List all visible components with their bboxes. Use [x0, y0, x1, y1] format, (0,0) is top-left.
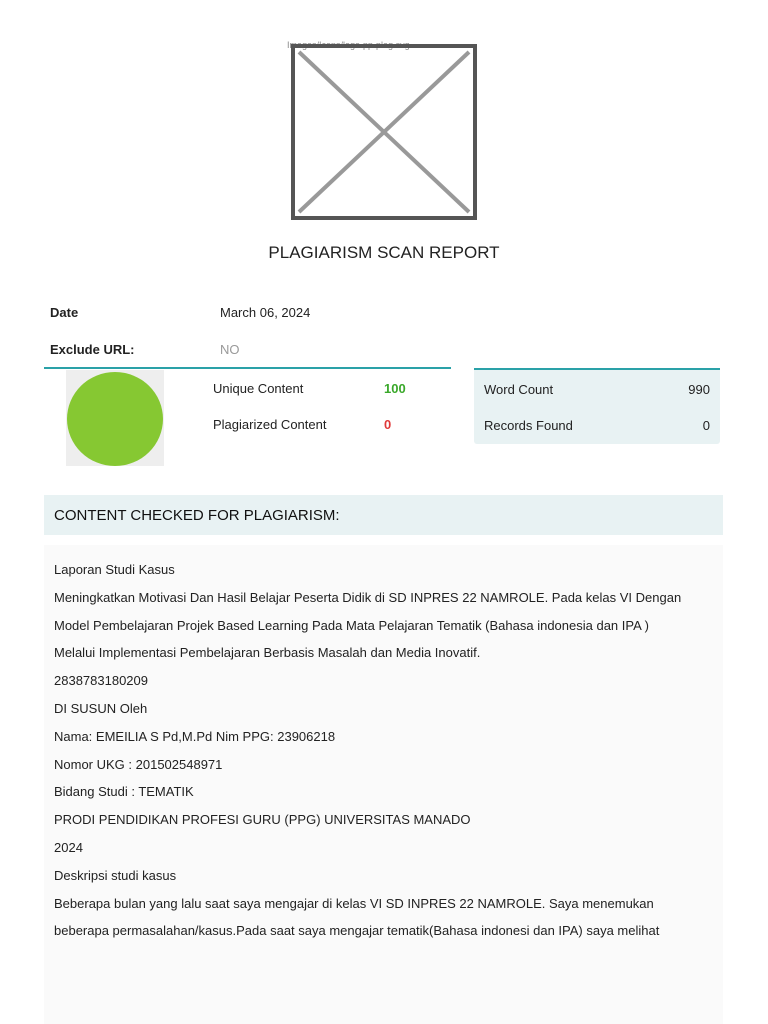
content-line: Nama: EMEILIA S Pd,M.Pd Nim PPG: 23906218	[54, 728, 336, 744]
date-value: March 06, 2024	[220, 305, 311, 320]
unique-content-label: Unique Content	[213, 381, 304, 396]
content-line: Meningkatkan Motivasi Dan Hasil Belajar Peserta Didik di SD INPRES 22 NAMROLE. Pada kelas VI Dengan	[54, 589, 682, 605]
checked-content-text	[54, 560, 719, 949]
plagiarized-content-value: 0	[384, 417, 392, 432]
content-line: 2024	[54, 839, 83, 855]
content-line: Deskripsi studi kasus	[54, 867, 177, 883]
word-count-label: Word Count	[484, 382, 554, 397]
content-line: DI SUSUN Oleh	[54, 700, 148, 716]
records-found-label: Records Found	[484, 418, 573, 433]
records-found-value: 0	[702, 418, 710, 433]
content-line: Beberapa bulan yang lalu saat saya mengajar di kelas VI SD INPRES 22 NAMROLE. Saya menemukan	[54, 895, 654, 911]
exclude-url-label: Exclude URL:	[50, 342, 135, 357]
content-section-header	[44, 495, 723, 535]
content-line: Model Pembelajaran Projek Based Learning Pada Mata Pelajaran Tematik (Bahasa indonesia dan IPA )	[54, 617, 649, 633]
unique-content-chart	[66, 370, 164, 466]
content-line: 2838783180209	[54, 673, 148, 689]
unique-content-pie	[67, 372, 163, 466]
content-line: Nomor UKG : 201502548971	[54, 756, 223, 772]
word-count-value: 990	[688, 382, 710, 397]
content-line: Bidang Studi : TEMATIK	[54, 784, 194, 800]
content-line: Laporan Studi Kasus	[54, 562, 175, 577]
date-label: Date	[50, 305, 79, 320]
checked-content-panel	[44, 545, 723, 1024]
report-title: PLAGIARISM SCAN REPORT	[268, 243, 500, 262]
unique-content-value: 100	[384, 381, 406, 396]
content-section-title: CONTENT CHECKED FOR PLAGIARISM:	[54, 507, 340, 524]
content-line: PRODI PENDIDIKAN PROFESI GURU (PPG) UNIVERSITAS MANADO	[54, 812, 471, 828]
divider	[44, 367, 451, 369]
exclude-url-value: NO	[220, 342, 240, 357]
content-line: Melalui Implementasi Pembelajaran Berbasis Masalah dan Media Inovatif.	[54, 645, 481, 661]
plagiarized-content-label: Plagiarized Content	[213, 417, 327, 432]
logo-placeholder-icon	[291, 44, 477, 220]
counts-panel	[474, 368, 720, 444]
content-line: beberapa permasalahan/kasus.Pada saat saya mengajar tematik(Bahasa indonesi dan IPA) saya melihat	[54, 923, 660, 939]
logo-alt-text: Images/Icons/logo-pp-plag.svg	[287, 40, 410, 50]
